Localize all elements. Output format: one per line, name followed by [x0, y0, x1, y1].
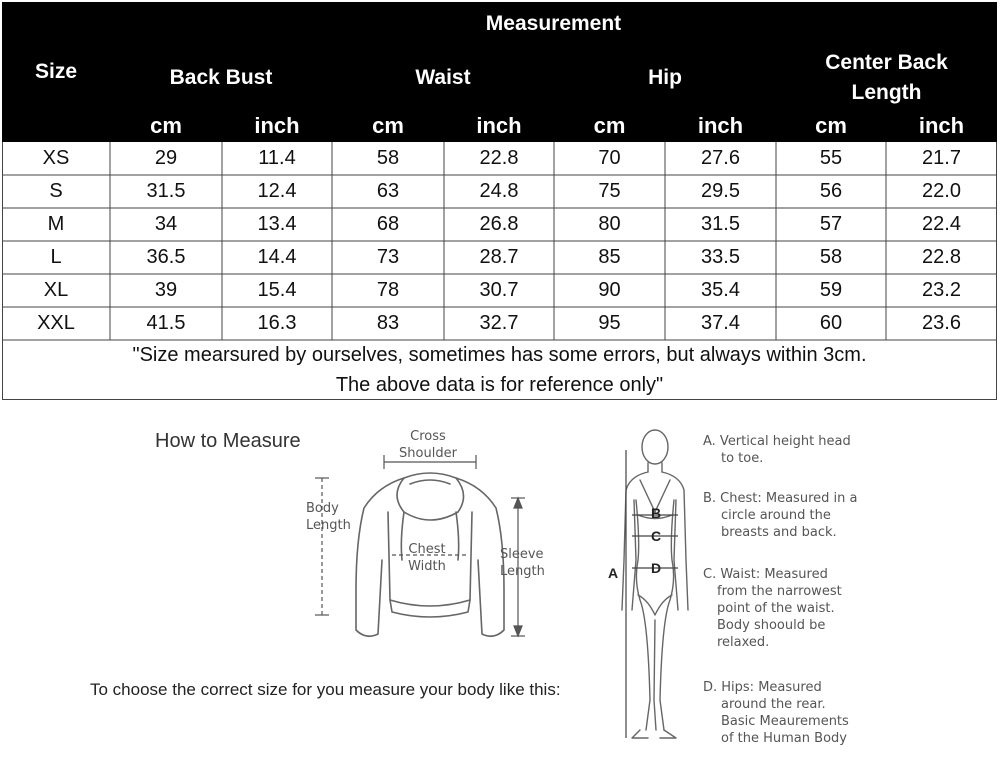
table-cell: 14.4	[257, 246, 297, 268]
group-header-center-back-length: Center Back Length	[776, 46, 997, 110]
unit-header: inch	[886, 110, 997, 142]
legend-c: C. Waist: Measured from the narrowest point of the waist. Body shoould be relaxed.	[703, 567, 842, 650]
table-cell: 21.7	[922, 147, 961, 169]
table-cell: 32.7	[479, 312, 519, 334]
unit-header: cm	[776, 110, 886, 142]
table-cell: 33.5	[701, 246, 740, 268]
instruction-text: To choose the correct size for you measure your body like this:	[90, 680, 561, 699]
table-cell: 63	[376, 180, 400, 202]
table-cell: 55	[819, 147, 843, 169]
table-cell: 37.4	[701, 312, 740, 334]
legend-b: B. Chest: Measured in a circle around the breasts and back.	[703, 491, 858, 540]
table-cell: 22.0	[922, 180, 961, 202]
table-cell: 28.7	[479, 246, 519, 268]
unit-header: cm	[332, 110, 444, 142]
table-note	[2, 340, 997, 400]
table-cell: 80	[598, 213, 621, 235]
group-header-waist: Waist	[332, 46, 554, 110]
table-cell: 83	[376, 312, 400, 334]
how-to-measure-title: How to Measure	[155, 430, 301, 452]
table-cell: 85	[598, 246, 621, 268]
unit-header: inch	[665, 110, 776, 142]
legend-a: A. Vertical height head to toe.	[703, 434, 851, 466]
size-header: Size	[2, 2, 110, 142]
table-cell: 23.2	[922, 279, 961, 301]
table-cell: 30.7	[479, 279, 519, 301]
table-cell: 29	[154, 147, 178, 169]
unit-header: inch	[222, 110, 332, 142]
group-header-back-bust: Back Bust	[110, 46, 332, 110]
group-header-hip: Hip	[554, 46, 776, 110]
size-cell: S	[49, 180, 63, 202]
table-cell: 73	[376, 246, 400, 268]
table-cell: 36.5	[146, 246, 186, 268]
table-cell: 59	[819, 279, 843, 301]
chest-width-label: Chest Width	[408, 542, 446, 574]
table-cell: 22.8	[922, 246, 961, 268]
table-cell: 56	[819, 180, 843, 202]
unit-header: cm	[554, 110, 665, 142]
table-cell: 58	[819, 246, 843, 268]
size-cell: XXL	[37, 312, 75, 334]
table-cell: 68	[376, 213, 400, 235]
table-cell: 29.5	[701, 180, 740, 202]
table-cell: 16.3	[257, 312, 297, 334]
table-cell: 75	[598, 180, 621, 202]
table-cell: 70	[598, 147, 621, 169]
table-cell: 60	[819, 312, 843, 334]
table-cell: 95	[598, 312, 621, 334]
body-length-label: Body Length	[306, 501, 351, 533]
size-cell: M	[47, 213, 65, 235]
size-table	[2, 2, 997, 400]
marker-d: D	[651, 560, 662, 576]
marker-b: B	[651, 505, 662, 521]
table-cell: 11.4	[258, 147, 296, 169]
table-cell: 23.6	[922, 312, 961, 334]
table-cell: 22.4	[922, 213, 961, 235]
table-cell: 78	[376, 279, 400, 301]
table-cell: 27.6	[701, 147, 740, 169]
size-cell: L	[50, 246, 62, 268]
unit-header: inch	[444, 110, 554, 142]
table-cell: 57	[819, 213, 843, 235]
table-cell: 41.5	[146, 312, 186, 334]
table-cell: 35.4	[701, 279, 740, 301]
table-cell: 90	[598, 279, 621, 301]
legend-d: D. Hips: Measured around the rear. Basic Meaurements of the Human Body	[703, 680, 849, 746]
note-line: The above data is for reference only"	[335, 374, 664, 396]
table-cell: 39	[154, 279, 178, 301]
table-cell: 31.5	[701, 213, 740, 235]
table-cell: 26.8	[479, 213, 519, 235]
marker-a: A	[608, 565, 619, 581]
table-cell: 13.4	[257, 213, 297, 235]
note-line: "Size mearsured by ourselves, sometimes has some errors, but always within 3cm.	[132, 344, 867, 366]
measurement-header: Measurement	[110, 2, 997, 46]
size-cell: XL	[43, 279, 69, 301]
table-cell: 58	[376, 147, 400, 169]
table-cell: 34	[154, 213, 178, 235]
sleeve-length-label: Sleeve Length	[500, 547, 545, 579]
table-cell: 31.5	[146, 180, 186, 202]
cross-shoulder-label: Cross Shoulder	[399, 429, 457, 461]
table-cell: 22.8	[479, 147, 519, 169]
size-cell: XS	[42, 147, 70, 169]
marker-c: C	[651, 528, 662, 544]
table-cell: 15.4	[257, 279, 297, 301]
table-cell: 12.4	[257, 180, 297, 202]
table-cell: 24.8	[479, 180, 519, 202]
unit-header: cm	[110, 110, 222, 142]
